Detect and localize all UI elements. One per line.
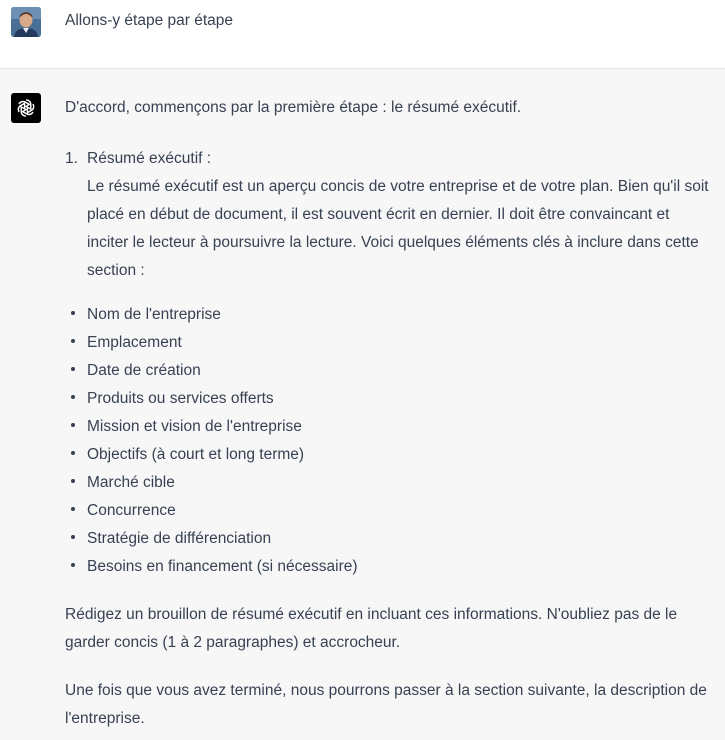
list-item: Emplacement	[65, 329, 358, 357]
bullet-icon	[71, 451, 75, 455]
assistant-avatar	[11, 93, 41, 123]
step-description: Le résumé exécutif est un aperçu concis de votre entreprise et de votre plan. Bien qu'il soit placé en début de document, il est souvent écrit en dernier. Il doit être convaincant et inciter le lecteur à poursuivre la lecture. Voici quelques éléments clés à inclure dans cette section :	[87, 178, 709, 279]
list-item: Stratégie de différenciation	[65, 525, 358, 553]
bullet-icon	[71, 423, 75, 427]
step-body	[87, 145, 715, 285]
bullet-icon	[71, 563, 75, 567]
bullet-icon	[71, 311, 75, 315]
list-item: Produits ou services offerts	[65, 385, 358, 413]
bullet-icon	[71, 507, 75, 511]
bullet-icon	[71, 339, 75, 343]
list-item: Marché cible	[65, 469, 358, 497]
list-item: Concurrence	[65, 497, 358, 525]
user-message-row	[0, 0, 725, 69]
list-item: Nom de l'entreprise	[65, 301, 358, 329]
list-item: Objectifs (à court et long terme)	[65, 441, 358, 469]
list-item: Besoins en financement (si nécessaire)	[65, 553, 358, 581]
bullet-icon	[71, 535, 75, 539]
next-step-paragraph: Une fois que vous avez terminé, nous pourrons passer à la section suivante, la description de l'entreprise.	[65, 682, 707, 727]
bullet-icon	[71, 367, 75, 371]
step-title: Résumé exécutif :	[87, 150, 212, 167]
list-item: Mission et vision de l'entreprise	[65, 413, 358, 441]
user-photo-avatar-icon	[11, 7, 41, 37]
assistant-message-row	[0, 69, 725, 740]
bullet-list	[65, 301, 358, 581]
user-avatar	[11, 7, 41, 37]
user-message-text: Allons-y étape par étape	[65, 12, 234, 29]
list-item: Date de création	[65, 357, 358, 385]
openai-logo-icon	[15, 97, 37, 119]
instruction-paragraph: Rédigez un brouillon de résumé exécutif en incluant ces informations. N'oubliez pas de le garder concis (1 à 2 paragraphes) et accrocheur.	[65, 606, 678, 651]
step-number: 1.	[65, 150, 78, 167]
bullet-icon	[71, 479, 75, 483]
bullet-icon	[71, 395, 75, 399]
assistant-intro: D'accord, commençons par la première étape : le résumé exécutif.	[65, 99, 522, 116]
